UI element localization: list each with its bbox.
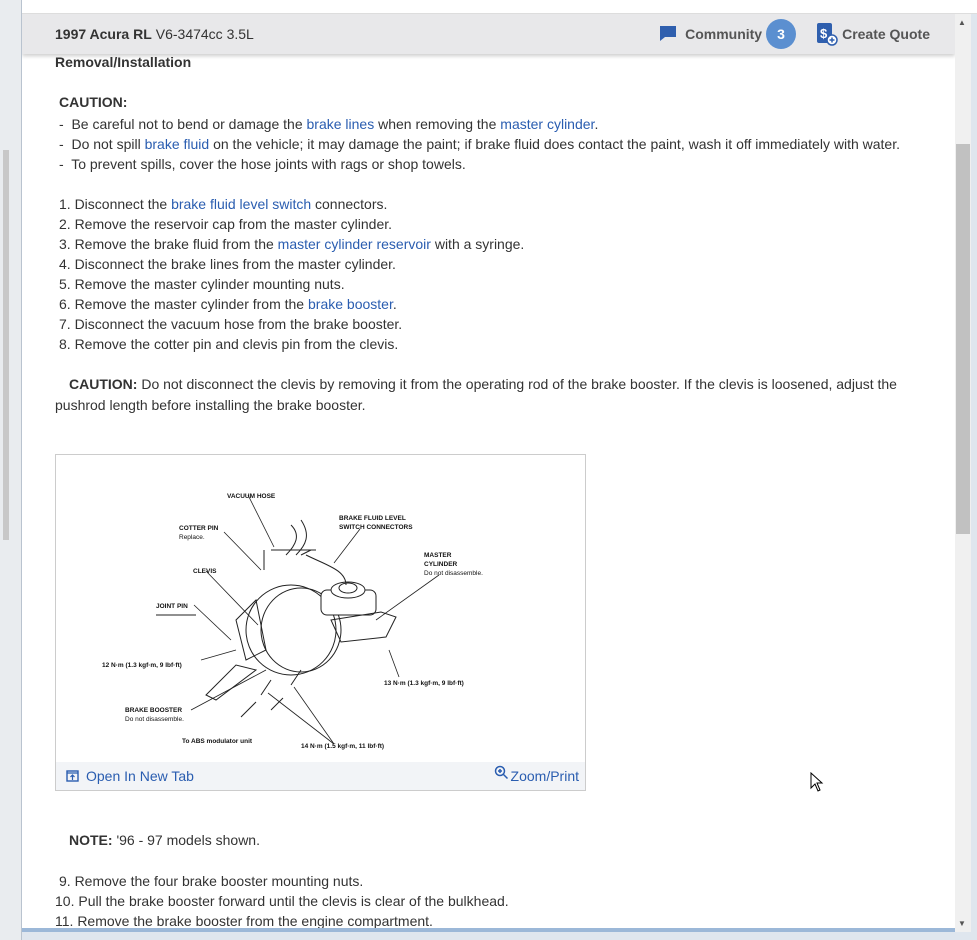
text-segment: 5. Remove the master cylinder mounting nuts. bbox=[59, 276, 345, 292]
bookmarks-bar bbox=[22, 0, 977, 14]
scroll-up-arrow-icon[interactable]: ▲ bbox=[958, 18, 966, 27]
open-external-icon bbox=[66, 770, 80, 782]
background-window bbox=[0, 0, 22, 940]
label-fluid-switch-2: SWITCH CONNECTORS bbox=[339, 524, 413, 531]
step-5 bbox=[59, 274, 345, 294]
community-button[interactable] bbox=[659, 19, 816, 49]
label-torque-12: 12 N·m (1.3 kgf·m, 9 lbf·ft) bbox=[102, 662, 182, 669]
note: NOTE: '96 - 97 models shown. bbox=[69, 832, 260, 848]
caution-bullet bbox=[59, 154, 466, 174]
background-scrollbar bbox=[3, 150, 9, 540]
caution-paragraph: CAUTION: Do not disconnect the clevis by removing it from the operating rod of the brake booster. If the clevis is loosened, adjust the bbox=[69, 376, 897, 392]
label-brake-booster: BRAKE BOOSTER bbox=[125, 707, 183, 714]
label-abs: To ABS modulator unit bbox=[182, 738, 253, 745]
create-quote-label: Create Quote bbox=[842, 26, 930, 42]
community-count-badge: 3 bbox=[766, 19, 796, 49]
text-segment: . bbox=[594, 116, 599, 132]
svg-text:$: $ bbox=[820, 26, 828, 41]
step-2 bbox=[59, 214, 392, 234]
inline-link[interactable]: brake booster bbox=[308, 296, 393, 312]
caution-bullet bbox=[59, 134, 900, 154]
article-window bbox=[22, 14, 955, 932]
step-1 bbox=[59, 194, 387, 214]
bullet-dash: - bbox=[59, 116, 72, 132]
step-9: 9. Remove the four brake booster mounting nuts. bbox=[59, 873, 364, 889]
label-cotter-pin-note: Replace. bbox=[179, 534, 205, 541]
text-segment: with a syringe. bbox=[430, 236, 525, 252]
vehicle-title: 1997 Acura RL bbox=[55, 26, 152, 42]
step-3 bbox=[59, 234, 524, 254]
step-4 bbox=[59, 254, 396, 274]
inline-link[interactable]: brake fluid bbox=[144, 136, 210, 152]
text-segment: 6. Remove the master cylinder from the bbox=[59, 296, 308, 312]
quote-dollar-icon bbox=[816, 22, 838, 46]
label-master-note: Do not disassemble. bbox=[424, 570, 483, 577]
label-booster-note: Do not disassemble. bbox=[125, 716, 184, 723]
label-torque-14: 14 N·m (1.5 kgf·m, 11 lbf·ft) bbox=[301, 743, 385, 750]
step-6 bbox=[59, 294, 397, 314]
scrollbar-thumb[interactable] bbox=[956, 144, 970, 534]
label-clevis: CLEVIS bbox=[193, 568, 217, 575]
vertical-scrollbar[interactable] bbox=[955, 14, 971, 932]
text-segment: 3. Remove the brake fluid from the bbox=[59, 236, 278, 252]
step-7 bbox=[59, 314, 402, 334]
caution-title: CAUTION: bbox=[59, 94, 128, 110]
text-segment: Be careful not to bend or damage the bbox=[71, 116, 307, 132]
figure-toolbar bbox=[56, 762, 585, 790]
inline-link[interactable]: brake fluid level switch bbox=[171, 196, 312, 212]
bullet-dash: - bbox=[59, 156, 72, 172]
text-segment: 4. Disconnect the brake lines from the master cylinder. bbox=[59, 256, 396, 272]
zoom-in-icon bbox=[494, 765, 510, 781]
create-quote-button[interactable] bbox=[816, 22, 930, 46]
scroll-down-arrow-icon[interactable]: ▼ bbox=[958, 919, 966, 928]
text-segment: connectors. bbox=[311, 196, 388, 212]
diagram-figure bbox=[55, 454, 586, 791]
text-segment: 7. Disconnect the vacuum hose from the brake booster. bbox=[59, 316, 403, 332]
label-cotter-pin: COTTER PIN bbox=[179, 525, 219, 532]
step-11: 11. Remove the brake booster from the engine compartment. bbox=[55, 913, 433, 929]
vehicle-engine: V6-3474cc 3.5L bbox=[155, 26, 254, 42]
step-8 bbox=[59, 334, 398, 354]
vehicle-header bbox=[22, 14, 955, 54]
text-segment: 8. Remove the cotter pin and clevis pin from the clevis. bbox=[59, 336, 399, 352]
community-label: Community bbox=[685, 26, 763, 42]
label-torque-13: 13 N·m (1.3 kgf·m, 9 lbf·ft) bbox=[384, 680, 464, 687]
bullet-dash: - bbox=[59, 136, 72, 152]
brake-booster-diagram[interactable] bbox=[56, 455, 585, 760]
zoom-print-label: Zoom/Print bbox=[510, 768, 579, 784]
open-new-tab-label: Open In New Tab bbox=[86, 768, 194, 784]
text-segment: 1. Disconnect the bbox=[59, 196, 172, 212]
label-master-1: MASTER bbox=[424, 552, 452, 559]
label-joint-pin: JOINT PIN bbox=[156, 603, 188, 610]
section-title: Removal/Installation bbox=[55, 54, 192, 70]
text-segment: To prevent spills, cover the hose joints with rags or shop towels. bbox=[71, 156, 466, 172]
inline-link[interactable]: master cylinder reservoir bbox=[277, 236, 431, 252]
zoom-print-link[interactable] bbox=[494, 768, 579, 784]
caution-bullet bbox=[59, 114, 598, 134]
mouse-cursor-icon bbox=[810, 772, 824, 792]
chat-icon bbox=[659, 25, 679, 43]
text-segment: 2. Remove the reservoir cap from the master cylinder. bbox=[59, 216, 393, 232]
label-fluid-switch-1: BRAKE FLUID LEVEL bbox=[339, 515, 406, 522]
text-segment: Do not spill bbox=[71, 136, 145, 152]
label-vacuum-hose: VACUUM HOSE bbox=[227, 493, 276, 500]
text-segment: when removing the bbox=[374, 116, 501, 132]
label-master-2: CYLINDER bbox=[424, 561, 458, 568]
text-segment: on the vehicle; it may damage the paint; if brake fluid does contact the paint, wash it off immediately with water. bbox=[209, 136, 900, 152]
step-10: 10. Pull the brake booster forward until the clevis is clear of the bulkhead. bbox=[55, 893, 509, 909]
inline-link[interactable]: brake lines bbox=[306, 116, 375, 132]
inline-link[interactable]: master cylinder bbox=[500, 116, 595, 132]
caution-paragraph-cont: pushrod length before installing the brake booster. bbox=[55, 397, 366, 413]
open-new-tab-link[interactable] bbox=[66, 768, 194, 784]
text-segment: . bbox=[392, 296, 397, 312]
